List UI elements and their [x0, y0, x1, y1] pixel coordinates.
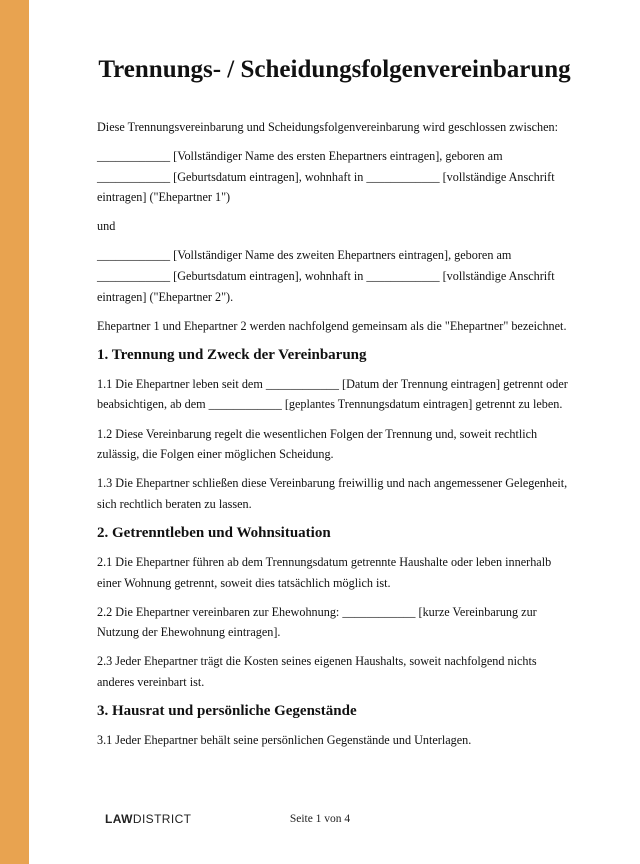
section-3-heading: 3. Hausrat und persönliche Gegenstände — [97, 702, 357, 719]
logo-district-text: DISTRICT — [132, 812, 192, 826]
document-body — [97, 117, 572, 759]
section-3-1-paragraph: 3.1 Jeder Ehepartner behält seine persönlichen Gegenstände und Unterlagen. — [97, 732, 472, 747]
parties-note-paragraph: Ehepartner 1 und Ehepartner 2 werden nachfolgend gemeinsam als die "Ehepartner" bezeichnet. — [97, 318, 567, 333]
party-1-paragraph: ____________ [Vollständiger Name des ersten Ehepartners eintragen], geboren am ____________ [Geburtsdatum eintragen], wohnhaft in ____________ [vollständige Anschrift eintragen] ("Ehepartner 1") — [97, 149, 555, 205]
section-1-3-paragraph: 1.3 Die Ehepartner schließen diese Vereinbarung freiwillig und nach angemessener Gelegenheit, sich rechtlich beraten zu lassen. — [97, 476, 568, 511]
section-2-3-paragraph: 2.3 Jeder Ehepartner trägt die Kosten seines eigenen Haushalts, soweit nachfolgend nichts anderes vereinbart ist. — [97, 654, 537, 689]
intro-paragraph: Diese Trennungsvereinbarung und Scheidungsfolgenvereinbarung wird geschlossen zwischen: — [97, 120, 558, 134]
section-1-heading: 1. Trennung und Zweck der Vereinbarung — [97, 346, 367, 363]
and-paragraph: und — [97, 219, 116, 234]
section-2-heading: 2. Getrenntleben und Wohnsituation — [97, 524, 331, 541]
page-number: Seite 1 von 4 — [289, 813, 351, 825]
section-1-2-paragraph: 1.2 Diese Vereinbarung regelt die wesentlichen Folgen der Trennung und, soweit rechtlich zulässig, die Folgen einer möglichen Scheidung. — [97, 426, 538, 462]
accent-sidebar — [0, 0, 29, 864]
party-2-paragraph: ____________ [Vollständiger Name des zweiten Ehepartners eintragen], geboren am ____________ [Geburtsdatum eintragen], wohnhaft in ____________ [vollständige Anschrift eintragen] ("Ehepartner 2"). — [97, 248, 555, 304]
logo-law-text: LAW — [105, 812, 133, 826]
section-2-2-paragraph: 2.2 Die Ehepartner vereinbaren zur Ehewohnung: ____________ [kurze Vereinbarung zur Nutzung der Ehewohnung eintragen]. — [97, 604, 537, 640]
section-2-1-paragraph: 2.1 Die Ehepartner führen ab dem Trennungsdatum getrennte Haushalte oder leben innerhalb einer Wohnung getrennt, soweit dies tatsächlich möglich ist. — [97, 554, 552, 590]
section-1-1-paragraph: 1.1 Die Ehepartner leben seit dem ____________ [Datum der Trennung eintragen] getrennt oder beabsichtigen, ab dem ____________ [geplantes Trennungsdatum eintragen] getrennt zu leben. — [97, 376, 568, 412]
document-title: Trennungs- / Scheidungsfolgenvereinbarung — [98, 56, 571, 83]
